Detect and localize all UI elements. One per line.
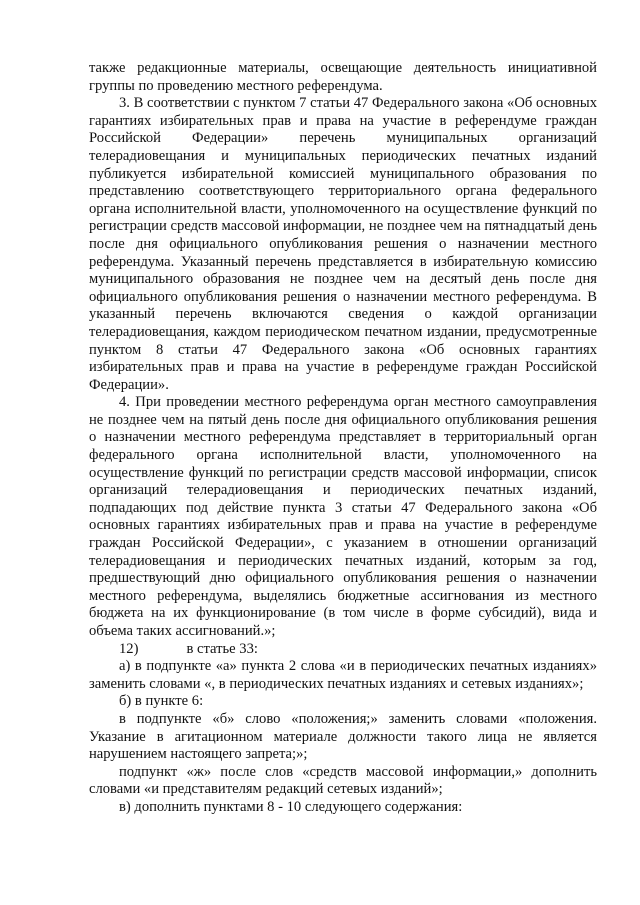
paragraph-subitem-a: а) в подпункте «а» пункта 2 слова «и в периодических печатных изданиях» заменить словами «, в периодических печатных изданиях и сетевых изданиях»; — [89, 658, 597, 692]
paragraph-subpoint-zh-text: подпункт «ж» после слов «средств массовой информации,» дополнить словами «и представителям редакций сетевых изданий»; — [89, 763, 597, 798]
paragraph-point-3: 3. В соответствии с пунктом 7 статьи 47 Федерального закона «Об основных гарантиях избирательных прав и права на участие в референдуме граждан Российской Федерации» перечень муниципальных организаций телерадиовещания и муниципальных периодических печатных изданий публикуется избирательной комиссией муниципального образования по представлению соответствующего территориального органа федерального органа исполнительной власти, уполномоченного на осуществление функций по регистрации средств массовой информации, не позднее чем на пятнадцатый день после дня официального опубликования решения о назначении местного референдума. Указанный перечень представляется в избирательную комиссию муниципального образования не позднее чем на десятый день после дня официального опубликования решения о назначении местного референдума. В указанный перечень включаются сведения о каждой организации телерадиовещания, каждом периодическом печатном издании, предусмотренные пунктом 8 статьи 47 Федерального закона «Об основных гарантиях избирательных прав и права на участие в референдуме граждан Российской Федерации». — [89, 95, 597, 393]
paragraph-continuation: также редакционные материалы, освещающие деятельность инициативной группы по проведению местного референдума. — [89, 60, 597, 94]
paragraph-subitem-v: в) дополнить пунктами 8 - 10 следующего содержания: — [119, 798, 463, 815]
paragraph-point-4: 4. При проведении местного референдума орган местного самоуправления не позднее чем на пятый день после дня официального опубликования решения о назначении местного референдума представляет в территориальный орган федерального органа исполнительной власти, уполномоченного на осуществление функций по регистрации средств массовой информации, список организаций телерадиовещания и периодических печатных изданий, подпадающих под действие пункта 3 статьи 47 Федерального закона «Об основных гарантиях избирательных прав и права на участие в референдуме граждан Российской Федерации», с указанием в отношении организаций телерадиовещания и периодических печатных изданий, которым за год, предшествующий дню официального опубликования решения о назначении местного референдума, выделялись бюджетные ассигнования из местного бюджета на их функционирование (в том числе в форме субсидий), вида и объема таких ассигнований.»; — [89, 394, 597, 639]
paragraph-subitem-b: б) в пункте 6: — [119, 693, 204, 710]
document-page — [89, 60, 597, 817]
item-12-number: 12) — [119, 640, 139, 657]
paragraph-subpoint-b-text: в подпункте «б» слово «положения;» заменить словами «положения. Указание в агитационном материале должности такого лица не является нарушением настоящего запрета;»; — [89, 710, 597, 763]
item-12-text: в статье 33: — [186, 640, 258, 657]
item-12 — [89, 641, 597, 659]
